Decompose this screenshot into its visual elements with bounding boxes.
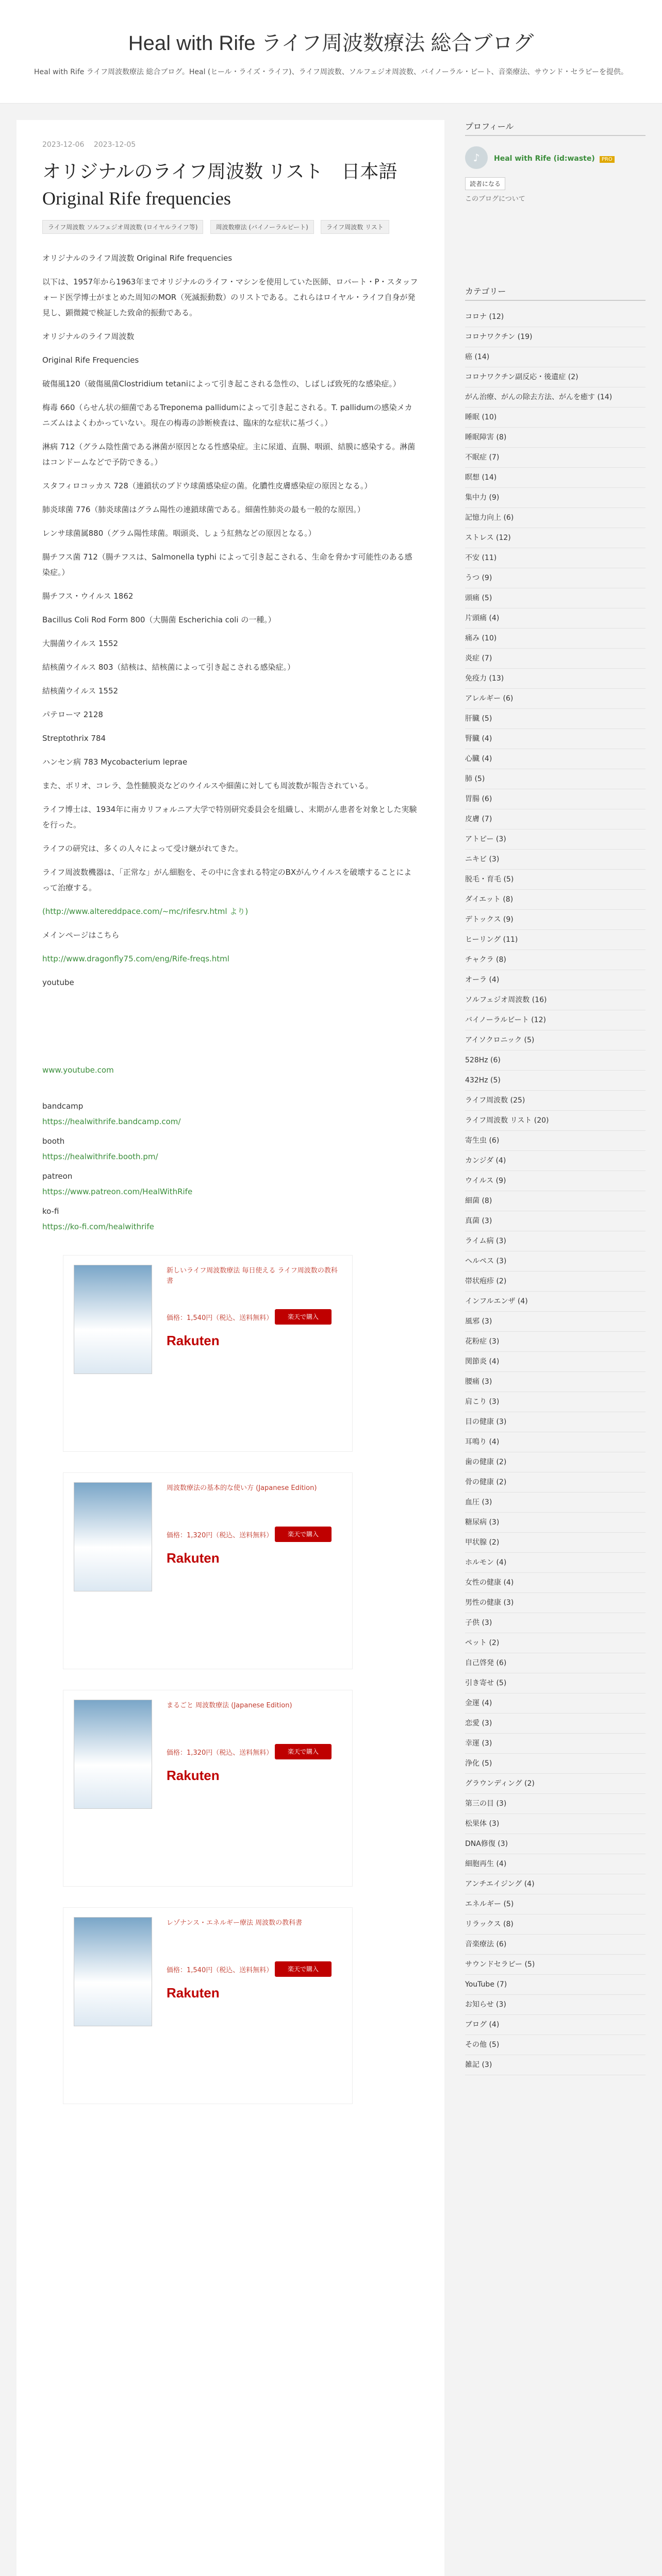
- category-item[interactable]: コロナワクチン (19): [465, 327, 646, 347]
- category-item[interactable]: ダイエット (8): [465, 890, 646, 910]
- external-link[interactable]: https://healwithrife.booth.pm/: [42, 1152, 158, 1161]
- category-item[interactable]: 腎臓 (4): [465, 729, 646, 749]
- category-item[interactable]: 恋愛 (3): [465, 1714, 646, 1734]
- external-link[interactable]: https://ko-fi.com/healwithrife: [42, 1222, 154, 1231]
- post-tag[interactable]: ライフ周波数 リスト: [321, 220, 389, 234]
- category-item[interactable]: 炎症 (7): [465, 649, 646, 669]
- link-label: bandcamp: [42, 1101, 84, 1111]
- category-item[interactable]: ブログ (4): [465, 2015, 646, 2035]
- external-link[interactable]: https://healwithrife.bandcamp.com/: [42, 1117, 181, 1126]
- category-item[interactable]: DNA修復 (3): [465, 1834, 646, 1854]
- category-item[interactable]: 浄化 (5): [465, 1754, 646, 1774]
- post-meta: [42, 141, 419, 149]
- category-item[interactable]: コロナワクチン副反応・後遺症 (2): [465, 367, 646, 387]
- post-paragraph: レンサ球菌属880（グラム陽性球菌。咽頭炎、しょう紅熱などの原因となる。）: [42, 529, 316, 538]
- about-blog-link[interactable]: このブログについて: [465, 195, 525, 203]
- book-cover[interactable]: [74, 1700, 152, 1809]
- rakuten-logo: Rakuten: [167, 1550, 220, 1566]
- category-item[interactable]: アレルギー (6): [465, 689, 646, 709]
- category-item[interactable]: 片頭痛 (4): [465, 608, 646, 629]
- category-item[interactable]: 寄生虫 (6): [465, 1131, 646, 1151]
- book-title[interactable]: 新しいライフ周波数療法 毎日使える ライフ周波数の教科書: [167, 1267, 338, 1285]
- category-item[interactable]: お知らせ (3): [465, 1995, 646, 2015]
- post-paragraph: 肺炎球菌 776（肺炎球菌はグラム陽性の連鎖球菌である。細菌性肺炎の最も一般的な原因。）: [42, 505, 365, 514]
- book-price: 価格：1,540円（税込、送料無料）: [167, 1314, 273, 1322]
- category-item[interactable]: 胃腸 (6): [465, 789, 646, 809]
- post-title[interactable]: オリジナルのライフ周波数 リスト 日本語 Original Rife frequencies: [42, 161, 398, 209]
- post-body: [42, 250, 419, 895]
- category-item[interactable]: コロナ (12): [465, 307, 646, 327]
- link-label: patreon: [42, 1172, 73, 1181]
- category-item[interactable]: インフルエンザ (4): [465, 1292, 646, 1312]
- category-item[interactable]: ストレス (12): [465, 528, 646, 548]
- category-item[interactable]: デトックス (9): [465, 910, 646, 930]
- category-item[interactable]: ソルフェジオ周波数 (16): [465, 990, 646, 1010]
- category-item[interactable]: ニキビ (3): [465, 850, 646, 870]
- category-item[interactable]: チャクラ (8): [465, 950, 646, 970]
- category-item[interactable]: オーラ (4): [465, 970, 646, 990]
- category-item[interactable]: アトピー (3): [465, 829, 646, 850]
- post-paragraph: ハンセン病 783 Mycobacterium leprae: [42, 757, 188, 767]
- post-paragraph: パテローマ 2128: [42, 710, 103, 719]
- post-date: 2023-12-06: [42, 141, 85, 149]
- category-item[interactable]: 血圧 (3): [465, 1493, 646, 1513]
- post-paragraph: Streptothrix 784: [42, 734, 106, 743]
- post-paragraph: スタフィロコッカス 728（連鎖状のブドウ球菌感染症の菌。化膿性皮膚感染症の原因となる。）: [42, 481, 372, 490]
- category-item[interactable]: 肩こり (3): [465, 1392, 646, 1412]
- post-paragraph: 腸チフス・ウイルス 1862: [42, 591, 134, 601]
- profile-heading: プロフィール: [465, 120, 646, 136]
- category-item[interactable]: 糖尿病 (3): [465, 1513, 646, 1533]
- category-item[interactable]: 風邪 (3): [465, 1312, 646, 1332]
- category-item[interactable]: 細菌 (8): [465, 1191, 646, 1211]
- category-item[interactable]: ヒーリング (11): [465, 930, 646, 950]
- category-item[interactable]: 雑記 (3): [465, 2055, 646, 2075]
- category-item[interactable]: カンジダ (4): [465, 1151, 646, 1171]
- category-item[interactable]: 自己啓発 (6): [465, 1653, 646, 1673]
- book-price: 価格：1,540円（税込、送料無料）: [167, 1967, 273, 1974]
- book-price: 価格：1,320円（税込、送料無料）: [167, 1532, 273, 1539]
- category-item[interactable]: 耳鳴り (4): [465, 1432, 646, 1452]
- subscribe-button[interactable]: 読者になる: [465, 177, 505, 190]
- post-paragraph: 破傷風120（破傷風菌Clostridium tetaniによって引き起こされる急性の、しばしば致死的な感染症。）: [42, 379, 401, 388]
- category-item[interactable]: アンチエイジング (4): [465, 1874, 646, 1894]
- post-paragraph: ライフ周波数機器は、「正常な」がん細胞を、その中に含まれる特定のBXがんウイルスを破壊することによって治療する。: [42, 868, 412, 892]
- category-item[interactable]: 松果体 (3): [465, 1814, 646, 1834]
- category-item[interactable]: 腰痛 (3): [465, 1372, 646, 1392]
- book-ad[interactable]: [63, 1907, 353, 2104]
- post-paragraph: 結核菌ウイルス 1552: [42, 686, 119, 696]
- link-label: booth: [42, 1137, 65, 1146]
- profile-module: [465, 120, 646, 285]
- avatar[interactable]: ♪: [465, 146, 488, 169]
- buy-button[interactable]: 楽天で購入: [275, 1961, 332, 1977]
- category-item[interactable]: 歯の健康 (2): [465, 1452, 646, 1472]
- external-link[interactable]: https://www.patreon.com/HealWithRife: [42, 1187, 193, 1196]
- post-paragraph: ライフの研究は、多くの人々によって受け継がれてきた。: [42, 844, 243, 853]
- category-item[interactable]: 瞑想 (14): [465, 468, 646, 488]
- buy-button[interactable]: 楽天で購入: [275, 1309, 332, 1325]
- category-item[interactable]: 不眠症 (7): [465, 448, 646, 468]
- category-item[interactable]: 集中力 (9): [465, 488, 646, 508]
- category-item[interactable]: 骨の健康 (2): [465, 1472, 646, 1493]
- youtube-link[interactable]: www.youtube.com: [42, 1065, 114, 1075]
- source-label: メインページはこちら: [42, 930, 120, 940]
- category-item[interactable]: 花粉症 (3): [465, 1332, 646, 1352]
- book-cover[interactable]: [74, 1917, 152, 2026]
- category-item[interactable]: 痛み (10): [465, 629, 646, 649]
- post-paragraph: オリジナルのライフ周波数: [42, 332, 135, 341]
- category-item[interactable]: 肝臓 (5): [465, 709, 646, 729]
- post-updated-date: 2023-12-05: [93, 141, 136, 149]
- category-item[interactable]: 免疫力 (13): [465, 669, 646, 689]
- post-paragraph: 梅毒 660（らせん状の細菌であるTreponema pallidumによって引き起こされる。T. pallidumの感染メカニズムはよくわかっていない。現在の梅毒の診断検査は、臨床的な症状に基づく。）: [42, 403, 412, 428]
- post-paragraph: 以下は、1957年から1963年までオリジナルのライフ・マシンを使用していた医師、ロバート・P・スタッフォード医学博士がまとめた周知のMOR（死滅振動数）のリストである。これらはロイヤル・ライフ自身が発見し、顕微鏡で検証した致命的振動である。: [42, 277, 418, 317]
- sidebar: [465, 120, 646, 2576]
- buy-button[interactable]: 楽天で購入: [275, 1527, 332, 1542]
- post-tag[interactable]: 周波数療法 (バイノーラルビート): [210, 220, 314, 234]
- book-cover[interactable]: [74, 1265, 152, 1374]
- book-cover[interactable]: [74, 1482, 152, 1591]
- category-list: [465, 307, 646, 2075]
- category-item[interactable]: 音楽療法 (6): [465, 1935, 646, 1955]
- book-price: 価格：1,320円（税込、送料無料）: [167, 1749, 273, 1757]
- profile-name[interactable]: Heal with Rife (id:waste): [494, 154, 595, 163]
- pro-badge: PRO: [600, 156, 615, 163]
- category-item[interactable]: 幸運 (3): [465, 1734, 646, 1754]
- category-item[interactable]: ホルモン (4): [465, 1553, 646, 1573]
- buy-button[interactable]: 楽天で購入: [275, 1744, 332, 1759]
- category-item[interactable]: ライム病 (3): [465, 1231, 646, 1251]
- post-paragraph: 腸チフス菌 712（腸チフスは、Salmonella typhi によって引き起こされる、生命を脅かす可能性のある感染症。）: [42, 552, 412, 577]
- category-item[interactable]: 不安 (11): [465, 548, 646, 568]
- category-item[interactable]: 甲状腺 (2): [465, 1533, 646, 1553]
- category-item[interactable]: YouTube (7): [465, 1975, 646, 1995]
- youtube-embed[interactable]: [42, 975, 419, 1098]
- book-ad[interactable]: [63, 1472, 353, 1669]
- link-label: ko-fi: [42, 1207, 59, 1216]
- category-item[interactable]: ライフ周波数 (25): [465, 1091, 646, 1111]
- category-item[interactable]: 関節炎 (4): [465, 1352, 646, 1372]
- category-item[interactable]: がん治療、がんの除去方法、がんを癒す (14): [465, 387, 646, 408]
- category-item[interactable]: アイソクロニック (5): [465, 1030, 646, 1050]
- category-item[interactable]: 帯状疱疹 (2): [465, 1272, 646, 1292]
- category-item[interactable]: 528Hz (6): [465, 1050, 646, 1071]
- post-paragraph: ライフ博士は、1934年に南カリフォルニア大学で特別研究委員会を組織し、末期がん患者を対象とした実験を行った。: [42, 805, 417, 829]
- book-title[interactable]: 周波数療法の基本的な使い方 (Japanese Edition): [167, 1484, 317, 1492]
- category-item[interactable]: 目の健康 (3): [465, 1412, 646, 1432]
- post-tags: [42, 220, 419, 238]
- category-item[interactable]: バイノーラルビート (12): [465, 1010, 646, 1030]
- category-item[interactable]: ペット (2): [465, 1633, 646, 1653]
- category-item[interactable]: 細胞再生 (4): [465, 1854, 646, 1874]
- post-paragraph: Original Rife Frequencies: [42, 355, 139, 365]
- main-column: [16, 120, 444, 2576]
- book-ad[interactable]: [63, 1255, 353, 1452]
- category-item[interactable]: 引き寄せ (5): [465, 1673, 646, 1693]
- category-item[interactable]: 皮膚 (7): [465, 809, 646, 829]
- post-paragraph: 大腸菌ウイルス 1552: [42, 639, 119, 648]
- category-item[interactable]: ウイルス (9): [465, 1171, 646, 1191]
- post-paragraph: 淋病 712（グラム陰性菌である淋菌が原因となる性感染症。主に尿道、直腸、咽頭、結膜に感染する。淋菌はコンドームなどで予防できる。）: [42, 442, 416, 467]
- site-title[interactable]: Heal with Rife ライフ周波数療法 総合ブログ: [128, 32, 534, 55]
- category-item[interactable]: 真菌 (3): [465, 1211, 646, 1231]
- book-ad[interactable]: [63, 1690, 353, 1887]
- category-item[interactable]: 頭痛 (5): [465, 588, 646, 608]
- site-header: [0, 0, 662, 104]
- category-item[interactable]: うつ (9): [465, 568, 646, 588]
- category-item[interactable]: 第三の目 (3): [465, 1794, 646, 1814]
- book-title[interactable]: まるごと 周波数療法 (Japanese Edition): [167, 1702, 292, 1709]
- rakuten-ads: [42, 1255, 419, 2104]
- rakuten-logo: Rakuten: [167, 1985, 220, 2001]
- category-item[interactable]: 男性の健康 (3): [465, 1593, 646, 1613]
- reference-link[interactable]: (http://www.altereddpace.com/~mc/rifesrv.html より): [42, 907, 249, 916]
- post-paragraph: また、ポリオ、コレラ、急性髄膜炎などのウイルスや細菌に対しても周波数が報告されている。: [42, 781, 373, 790]
- category-item[interactable]: ライフ周波数 リスト (20): [465, 1111, 646, 1131]
- post-tag[interactable]: ライフ周波数 ソルフェジオ周波数 (ロイヤルライフ等): [42, 220, 203, 234]
- category-item[interactable]: その他 (5): [465, 2035, 646, 2055]
- post-paragraph: Bacillus Coli Rod Form 800（大腸菌 Escherichia coli の一種。）: [42, 615, 276, 624]
- category-item[interactable]: 睡眠 (10): [465, 408, 646, 428]
- category-item[interactable]: 心臓 (4): [465, 749, 646, 769]
- category-item[interactable]: 子供 (3): [465, 1613, 646, 1633]
- post-paragraph: 結核菌ウイルス 803（結核は、結核菌によって引き起こされる感染症。）: [42, 663, 295, 672]
- category-item[interactable]: サウンドセラピー (5): [465, 1955, 646, 1975]
- category-item[interactable]: 癌 (14): [465, 347, 646, 367]
- blog-post: [16, 120, 444, 2104]
- category-item[interactable]: 肺 (5): [465, 769, 646, 789]
- category-item[interactable]: グラウンディング (2): [465, 1774, 646, 1794]
- category-item[interactable]: ヘルペス (3): [465, 1251, 646, 1272]
- category-item[interactable]: 睡眠障害 (8): [465, 428, 646, 448]
- external-links: [42, 1098, 419, 1234]
- rakuten-logo: Rakuten: [167, 1333, 220, 1348]
- category-item[interactable]: 金運 (4): [465, 1693, 646, 1714]
- category-heading: カテゴリー: [465, 285, 646, 301]
- book-title[interactable]: レゾナンス・エネルギー療法 周波数の教科書: [167, 1919, 303, 1927]
- category-item[interactable]: 記憶力向上 (6): [465, 508, 646, 528]
- category-item[interactable]: 432Hz (5): [465, 1071, 646, 1091]
- category-item[interactable]: エネルギー (5): [465, 1894, 646, 1914]
- source-link[interactable]: http://www.dragonfly75.com/eng/Rife-freqs.html: [42, 954, 229, 963]
- category-module: [465, 285, 646, 2075]
- site-description: Heal with Rife ライフ周波数療法 総合ブログ。Heal (ヒール・ライズ・ライフ)、ライフ周波数、ソルフェジオ周波数、バイノーラル・ビート、音楽療法、サウンド・セラピーを提供。: [34, 68, 628, 76]
- category-item[interactable]: 女性の健康 (4): [465, 1573, 646, 1593]
- category-item[interactable]: 脱毛・育毛 (5): [465, 870, 646, 890]
- category-item[interactable]: リラックス (8): [465, 1914, 646, 1935]
- post-paragraph: オリジナルのライフ周波数 Original Rife frequencies: [42, 253, 233, 263]
- rakuten-logo: Rakuten: [167, 1768, 220, 1783]
- youtube-label: youtube: [42, 978, 74, 987]
